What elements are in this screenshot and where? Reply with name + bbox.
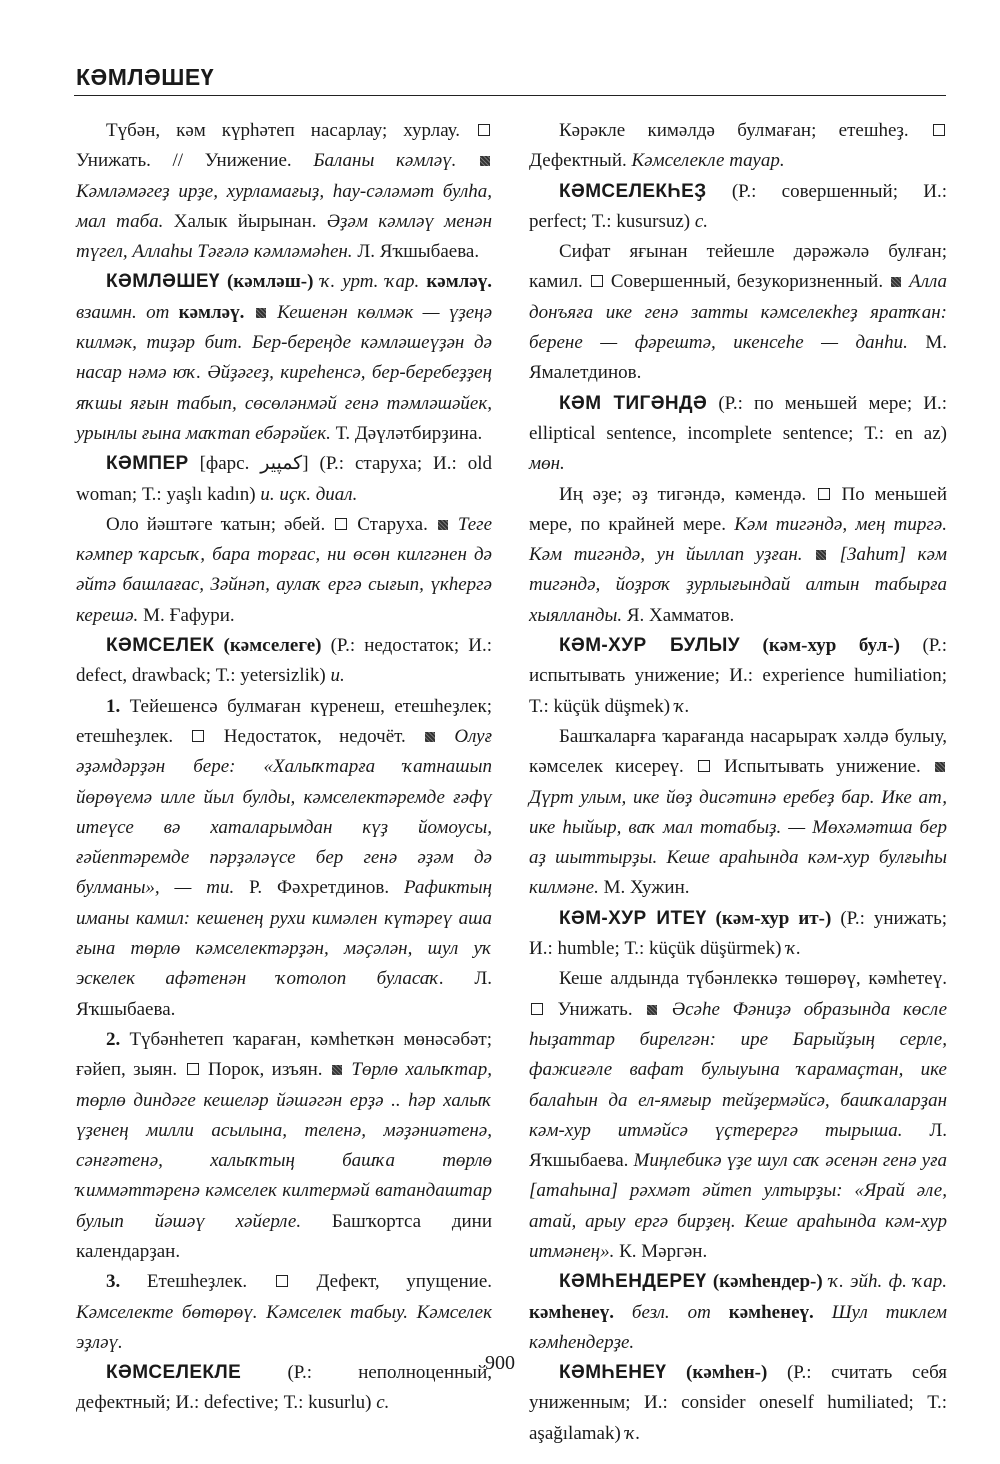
grammar-label: ҡ. урт. ҡар. <box>320 271 420 293</box>
left-column <box>76 116 492 1419</box>
citation-source: Л. Яҡшыбаева. <box>357 241 480 263</box>
russian-equivalent: Унижать. <box>557 998 633 1020</box>
entry-kemselek-sense-1 <box>76 692 492 1025</box>
grammar-label: с. <box>376 1392 390 1414</box>
citation-source: Л. Яҡшыбаева. <box>76 968 492 1020</box>
citation-marker-icon <box>425 732 435 742</box>
entry-kemleu-sense <box>76 116 492 267</box>
entry-kem-hur-bulyu <box>529 631 947 722</box>
grammar-label: и. иҫк. диал. <box>260 483 358 505</box>
citation-marker-icon <box>480 156 490 166</box>
definition: Тейешенсә булмаған күренеш, етешһеҙлек; етешһеҙлек. <box>76 695 492 747</box>
translations: (Р.: испытывать унижение; И.: experience humiliation; Т.: küçük düşmek) <box>529 635 948 717</box>
definition: Кәрәкле кимәлдә булмаған; етешһеҙ. <box>559 120 909 141</box>
headword: КӘМСЕЛЕКЛЕ <box>106 1362 242 1384</box>
russian-equivalent: Порок, изъян. <box>208 1059 323 1081</box>
grammar-label: и. <box>330 665 345 687</box>
entry-kem-tigende <box>529 389 947 480</box>
sense-number: 2. <box>106 1028 121 1050</box>
definition: Оло йәштәге ҡатын; әбей. <box>106 513 326 535</box>
citation-source: К. Мәргән. <box>619 1240 708 1262</box>
citation-marker-icon <box>438 520 448 530</box>
headword-form: (кәм-хур бул-) <box>762 635 900 657</box>
russian-equivalent-marker-icon <box>276 1275 288 1287</box>
citation-marker-icon <box>332 1065 342 1075</box>
russian-equivalent-marker-icon <box>187 1063 199 1075</box>
right-column <box>529 116 947 1449</box>
russian-equivalent: Старуха. <box>357 513 428 535</box>
usage-example: Баланы кәмләү. <box>313 150 457 172</box>
usage-example: Шул тиклем кәмһендерҙе. <box>529 1301 948 1353</box>
russian-equivalent: Недостаток, недочёт. <box>223 725 406 747</box>
translations: (Р.: неполноценный, дефектный; И.: defective; Т.: kusurlu) <box>76 1362 492 1414</box>
headword: КӘМҺЕНДЕРЕҮ <box>559 1271 707 1293</box>
definition: Сифат яғынан тейешле дәрәжәлә булған; камил. <box>529 241 947 293</box>
translations: (Р.: недостаток; И.: defect, drawback; Т.: yetersizlik) <box>76 635 493 687</box>
citation-source: Я. Хамматов. <box>626 604 735 626</box>
grammar-label: безл. от <box>631 1301 711 1323</box>
headword: КӘМ-ХУР БУЛЫУ <box>559 635 740 657</box>
citation-marker-icon <box>891 277 901 287</box>
citation-source: Т. Дәүләтбирҙина. <box>335 422 483 444</box>
entry-kemleshe <box>76 267 492 449</box>
grammar-label: ҡ. <box>674 695 690 717</box>
citation-source: Башҡортса дини календарҙан. <box>76 1210 493 1262</box>
citation-marker-icon <box>647 1005 657 1015</box>
entry-kemselek <box>76 631 492 692</box>
headword: КӘМ ТИГӘНДӘ <box>559 392 708 414</box>
entry-kem-hur-iteu <box>529 904 947 965</box>
russian-equivalent: Дефектный. <box>529 150 627 172</box>
headword-form: (кәмләш-) <box>226 271 314 293</box>
definition: Етешһеҙлек. <box>146 1271 248 1293</box>
citation: Алла донъяға ике генә затты кәмселекһеҙ яратҡан: берене — фәрештә, икенсеһе — данһи. <box>529 271 948 354</box>
entry-kemselekhez <box>529 177 947 238</box>
headword: КӘМ-ХУР ИТЕҮ <box>559 907 707 929</box>
headword: КӘМСЕЛЕКҺЕҘ <box>559 180 707 202</box>
translations: (Р.: старуха; И.: old woman; Т.: yaşlı kadın) <box>76 453 492 505</box>
cross-reference: кәмһенеү. <box>529 1301 614 1323</box>
citation-source: Л. Яҡшыбаева. <box>529 1119 948 1172</box>
headword-form: (кәмһен-) <box>686 1362 768 1384</box>
russian-equivalent-marker-icon <box>698 760 710 772</box>
citation: Дүрт улым, ике йөҙ дисәтинә еребеҙ бар. Ике ат, ике һыйыр, ваҡ мал тотабыҙ. — Мөхәмәтша бер аҙ шыттырҙы. Кеше араһында кәм-хур булғыһы килмәне. <box>529 786 947 899</box>
translations: (Р.: унижать; И.: humble; Т.: küçük düşürmek) <box>529 907 948 960</box>
citation: Теге кәмпер ҡарсыҡ, бара торғас, ни өсөн килгәнен дә әйтә башлағас, Зәйнәп, аулаҡ ергә сығып, үкһергә керешә. <box>76 513 493 626</box>
grammar-label: взаимн. от <box>76 301 170 323</box>
header-rule <box>74 95 946 96</box>
grammar-label: ҡ. эйһ. ф. ҡар. <box>829 1271 947 1293</box>
headword: КӘМҺЕНЕҮ <box>559 1362 667 1384</box>
russian-equivalent-marker-icon <box>591 275 603 287</box>
etymology: [фарс. کمپير] <box>199 453 309 475</box>
citation: Төрлө халыҡтар, төрлө диндәге кешеләр йәшәгән ерҙә .. һәр халыҡ үҙенең милли асылына, теленә, мәҙәниәтенә, сәнғәтенә, халыҡтың башҡа төрлө ҡиммәттәренә кәмселек килтермәй ватандаштар булып йәшәү хәйерле. <box>76 1059 493 1232</box>
citation: Рафиктың иманы камил: кешенең рухи кимәлен күтәреү аша ғына төрлө кәмселектәрҙән, мәҫәлән, шул уҡ эскелек афәтенән ҡотолоп буласаҡ. <box>76 877 493 990</box>
usage-example: Кәм тигәндә, мең тиргә. Кәм тигәндә, ун йыллап уҙған. <box>529 513 947 566</box>
cross-reference: кәмһенеү. <box>728 1301 814 1323</box>
citation-source: М. Ямалетдинов. <box>529 332 948 384</box>
usage-example: Кәмселекле тауар. <box>631 150 785 172</box>
citation: Кешенән көлмәк — үҙеңә килмәк, тиҙәр бит. Бер-береңде кәмләшеүҙән дә насар нәмә юҡ. Әйҙәгеҙ, киреһенсә, бер-беребеҙҙең яҡшы яғын табып, сөсөләнмәй генә тәмләшәйек, урынлы ғына маҡтап ебәрәйек. <box>76 301 493 444</box>
russian-equivalent: По меньшей мере, по крайней мере. <box>529 483 947 535</box>
citation-source: М. Хужин. <box>603 877 690 899</box>
headword: КӘМСЕЛЕК <box>106 635 215 657</box>
grammar-label: ҡ. <box>625 1422 641 1444</box>
citation: Кәмләмәгеҙ ирҙе, хурламағыҙ, һау-сәләмәт булһа, мал таба. <box>76 180 492 232</box>
headword-form: (кәм-хур ит-) <box>715 907 832 929</box>
entry-kem-tigende-sense <box>529 480 947 631</box>
headword: КӘМЛӘШЕҮ <box>106 271 220 293</box>
definition: Башҡаларға ҡарағанда насарыраҡ хәлдә булыу, кәмселек кисереү. <box>529 725 947 778</box>
citation-marker-icon <box>256 308 266 318</box>
citation: Олуғ әҙәмдәрҙән бере: «Халыҡтарға ҡатнашып йөрөүемә илле йыл булды, кәмселектәремде ғәфү итеүсе вә хаталарымдан күҙ йомоусы, ғәйептәремде пәрҙәләүсе бер генә әҙәм дә булманы», — ти. <box>76 725 493 899</box>
russian-equivalent-marker-icon <box>933 124 945 136</box>
headword-form: (кәмселеге) <box>223 635 322 657</box>
definition: Түбән, кәм күрһәтеп насарлау; хурлау. <box>106 120 461 141</box>
citation: Миңлебикә үҙе шул саҡ әсенән генә уға [атаһына] рәхмәт әйтеп ултырҙы: «Ярай әле, атай, арыу ергә бирҙең. Кеше араһында кәм-хур итмәнең». <box>529 1150 948 1262</box>
russian-equivalent: Дефект, упущение. <box>316 1271 493 1293</box>
russian-equivalent: Унижать. // Унижение. <box>76 150 292 172</box>
grammar-label: мөн. <box>529 453 565 475</box>
entry-kemhenderey <box>529 1267 947 1358</box>
translations: (Р.: считать себя униженным; И.: consider oneself humiliated; Т.: aşağılamak) <box>529 1362 948 1444</box>
entry-kemselekle-sense <box>529 116 947 177</box>
citation-source: Халык йырынан. <box>173 210 317 232</box>
russian-equivalent: Совершенный, безукоризненный. <box>610 271 884 293</box>
entry-kemselekhez-sense <box>529 237 947 388</box>
russian-equivalent-marker-icon <box>818 488 830 500</box>
cross-reference: кәмләү. <box>426 271 492 293</box>
running-head: КӘМЛӘШЕҮ <box>76 64 214 90</box>
russian-equivalent-marker-icon <box>478 124 490 136</box>
entry-kem-hur-iteu-sense <box>529 964 947 1267</box>
grammar-label: с. <box>694 210 709 232</box>
grammar-label: ҡ. <box>786 938 801 960</box>
page-number: 900 <box>485 1352 515 1374</box>
citation: Әҙәм кәмләү менән түгел, Аллаһы Тәғәлә кәмләмәһен. <box>76 210 493 263</box>
translations: (Р.: совершенный; И.: perfect; Т.: kusursuz) <box>529 180 948 232</box>
russian-equivalent-marker-icon <box>335 518 347 530</box>
citation: Әсәһе Фәниҙә образында көсле һыҙаттар бирелгән: ире Барыйҙың серле, фажиғәле вафат булыуына ҡарамаҫтан, ике балаһын да ел-ямғыр тейҙермәйсә, башҡаларҙан кәм-хур итмәйсә үҫтерергә тырыша. <box>529 998 948 1141</box>
headword-form: (кәмһендер-) <box>712 1271 823 1293</box>
citation: [Заһит] кәм тигәндә, йоҙроҡ ҙурлығындай алтын табырға хыялланды. <box>529 544 947 626</box>
entry-kemselek-sense-2 <box>76 1025 492 1267</box>
russian-equivalent-marker-icon <box>531 1003 543 1015</box>
citation-source: Р. Фәхретдинов. <box>249 877 390 899</box>
definition: Иң әҙе; әҙ тигәндә, кәмендә. <box>559 483 807 505</box>
russian-equivalent: Испытывать унижение. <box>724 756 921 778</box>
entry-kem-hur-bulyu-sense <box>529 722 947 904</box>
usage-example: Кәмселекте бөтөрөү. Кәмселек табыу. Кәмселек эҙләү. <box>76 1301 492 1353</box>
cross-reference: кәмләү. <box>178 301 245 323</box>
entry-kemper <box>76 449 492 510</box>
russian-equivalent-marker-icon <box>192 730 204 742</box>
entry-kemper-sense <box>76 510 492 631</box>
entry-kemselek-sense-3 <box>76 1267 492 1358</box>
definition: Кеше алдында түбәнлеккә төшөрөү, кәмһетеү. <box>559 968 947 990</box>
sense-number: 3. <box>106 1271 121 1293</box>
headword: КӘМПЕР <box>106 453 189 475</box>
citation-marker-icon <box>816 550 826 560</box>
translations: (Р.: по меньшей мере; И.: elliptical sentence, incomplete sentence; Т.: en az) <box>529 392 948 444</box>
citation-source: М. Ғафури. <box>143 604 235 626</box>
citation-marker-icon <box>935 762 945 772</box>
definition: Түбәнһетеп ҡараған, кәмһеткән мөнәсәбәт; ғәйеп, зыян. <box>76 1028 493 1081</box>
sense-number: 1. <box>106 695 121 717</box>
